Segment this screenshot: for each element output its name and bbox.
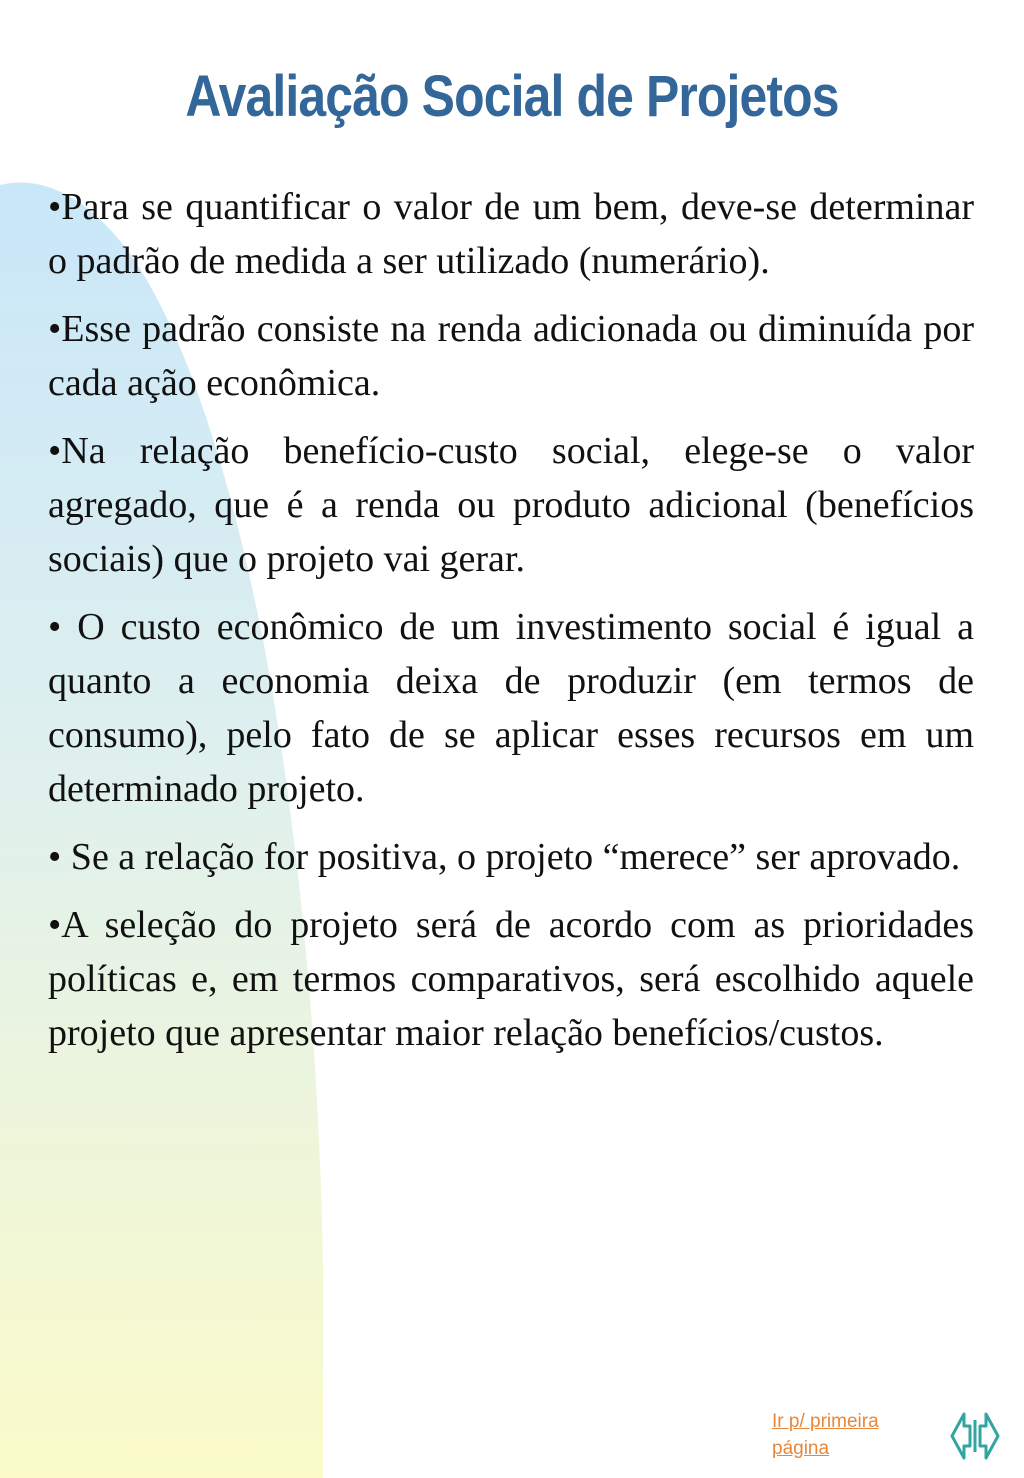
bullet-paragraph-5: • Se a relação for positiva, o projeto “merece” ser aprovado. xyxy=(48,836,961,878)
bullet-paragraph-2: •Esse padrão consiste na renda adicionada ou diminuída por cada ação econômica. xyxy=(48,308,974,404)
first-page-link[interactable]: Ir p/ primeira página xyxy=(772,1411,879,1459)
bullet-paragraph-3: •Na relação benefício-custo social, elege-se o valor agregado, que é a renda ou produto adicional (benefícios sociais) que o projeto vai gerar. xyxy=(48,430,974,580)
bullet-paragraph-1: •Para se quantificar o valor de um bem, deve-se determinar o padrão de medida a ser utilizado (numerário). xyxy=(48,186,974,282)
slide-body xyxy=(48,180,974,1074)
bullet-paragraph-6: •A seleção do projeto será de acordo com as prioridades políticas e, em termos comparativos, será escolhido aquele projeto que apresentar maior relação benefícios/custos. xyxy=(48,904,974,1054)
page-title: Avaliação Social de Projetos xyxy=(185,64,839,129)
bullet-paragraph-4: • O custo econômico de um investimento social é igual a quanto a economia deixa de produzir (em termos de consumo), pelo fato de se aplicar esses recursos em um determinado projeto. xyxy=(48,606,974,810)
navigation-arrows-icon[interactable] xyxy=(950,1410,1000,1462)
